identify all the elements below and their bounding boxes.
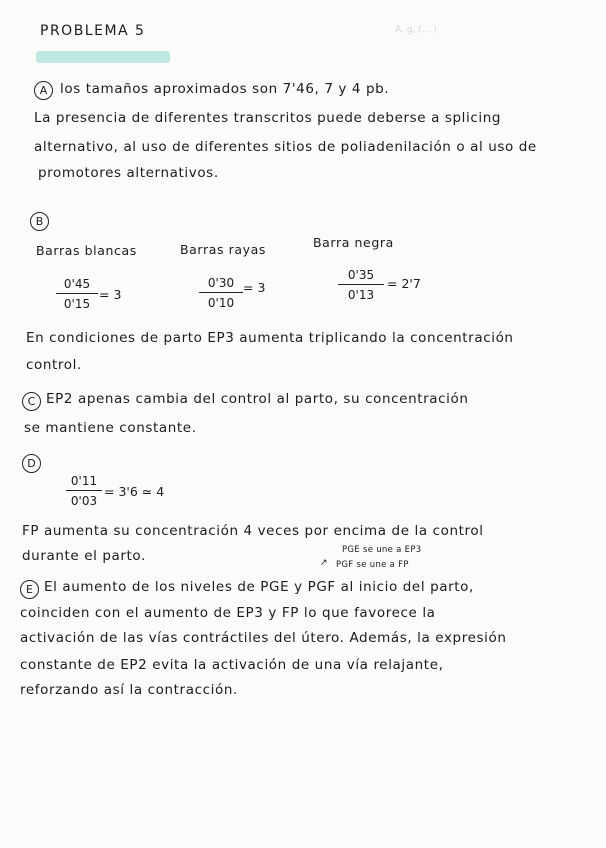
fraction-3-result: = 2'7 (387, 276, 421, 291)
fraction-2-result: = 3 (243, 280, 266, 295)
section-e-line-4: constante de EP2 evita la activación de una vía relajante, (20, 657, 444, 673)
fraction-3 (338, 268, 384, 302)
section-a-line-4: promotores alternativos. (38, 165, 219, 181)
section-e-line-3: activación de las vías contráctiles del útero. Además, la expresión (20, 630, 507, 646)
section-d-line-2: durante el parto. (22, 548, 146, 564)
faint-note: A, g, (... ) (395, 25, 437, 35)
fraction-1-result: = 3 (99, 287, 122, 302)
fraction-3-numerator: 0'35 (338, 268, 384, 285)
fraction-2-numerator: 0'30 (199, 276, 243, 293)
section-e-marker: E (20, 580, 39, 599)
note-pgf-fp: PGF se une a FP (336, 560, 409, 570)
title-highlight (36, 51, 170, 63)
section-a-line-3: alternativo, al uso de diferentes sitios de poliadenilación o al uso de (34, 139, 537, 155)
fraction-d-numerator: 0'11 (66, 474, 102, 491)
section-a-line-2: La presencia de diferentes transcritos puede deberse a splicing (34, 110, 502, 126)
col-label-barras-blancas: Barras blancas (36, 243, 137, 258)
col-label-barras-rayas: Barras rayas (180, 242, 267, 257)
section-d-marker: D (22, 454, 41, 473)
section-b-marker: B (30, 212, 49, 231)
fraction-d-result: = 3'6 ≃ 4 (104, 484, 165, 499)
fraction-1 (56, 277, 98, 311)
section-b-line-1: En condiciones de parto EP3 aumenta triplicando la concentración (26, 330, 514, 346)
section-c-line-2: se mantiene constante. (24, 420, 197, 436)
section-a-line-1: los tamaños aproximados son 7'46, 7 y 4 pb. (60, 81, 390, 97)
section-d-line-1: FP aumenta su concentración 4 veces por encima de la control (22, 523, 484, 539)
fraction-1-denominator: 0'15 (63, 297, 91, 311)
fraction-d (66, 474, 102, 508)
fraction-3-denominator: 0'13 (347, 288, 375, 302)
section-a-marker: A (34, 81, 53, 100)
fraction-2 (199, 276, 243, 310)
fraction-2-denominator: 0'10 (207, 296, 235, 310)
section-c-line-1: EP2 apenas cambia del control al parto, su concentración (46, 391, 469, 407)
section-e-line-2: coinciden con el aumento de EP3 y FP lo que favorece la (20, 605, 436, 621)
note-pge-ep3: PGE se une a EP3 (342, 545, 422, 555)
fraction-1-numerator: 0'45 (56, 277, 98, 294)
section-e-line-5: reforzando así la contracción. (20, 682, 238, 698)
section-b-line-2: control. (26, 357, 82, 373)
col-label-barra-negra: Barra negra (313, 235, 394, 250)
section-e-line-1: El aumento de los niveles de PGE y PGF al inicio del parto, (44, 579, 474, 595)
fraction-d-denominator: 0'03 (70, 494, 98, 508)
arrow-icon: ↗ (320, 558, 328, 568)
page-title: PROBLEMA 5 (40, 23, 146, 39)
section-c-marker: C (22, 392, 41, 411)
